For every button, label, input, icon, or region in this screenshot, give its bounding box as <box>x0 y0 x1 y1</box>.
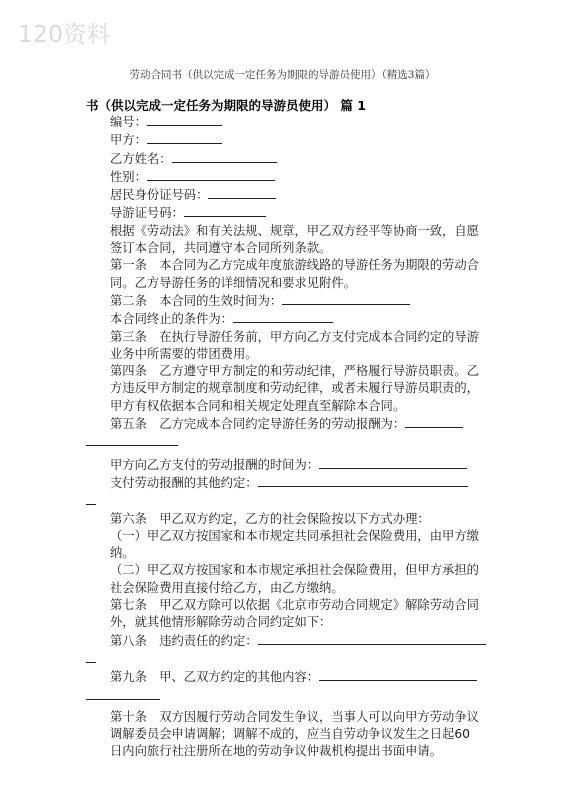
field-party-b-name: 乙方姓名： <box>86 150 482 168</box>
article-5-other-cont <box>86 492 482 510</box>
article-2-end: 本合同终止的条件为： <box>86 310 482 328</box>
article-10: 第十条 双方因履行劳动合同发生争议，当事人可以向甲方劳动争议调解委员会申请调解；调解不成的，应当自劳动争议发生之日起60日内向旅行社注册所在地的劳动争议仲裁机构提出书面申请。 <box>110 709 479 759</box>
intro-paragraph: 根据《劳动法》和有关法规、规章，甲乙双方经平等协商一致，自愿签订本合同，共同遵守本合同所列条款。 <box>110 223 479 256</box>
article-5-cont <box>86 433 482 451</box>
article-8-cont <box>86 650 482 668</box>
article-1: 第一条 本合同为乙方完成年度旅游线路的导游任务为期限的劳动合同。乙方导游任务的详细情况和要求见附件。 <box>110 258 479 290</box>
article-5-other: 支付劳动报酬的其他约定： <box>86 474 482 492</box>
field-number: 编号： <box>86 113 482 131</box>
field-gender: 性别： <box>86 168 482 186</box>
article-6: 第六条 甲乙双方约定，乙方的社会保险按以下方式办理： <box>110 511 430 526</box>
watermark: 120资料 <box>18 22 111 48</box>
field-guide-cert: 导游证号码： <box>86 204 482 222</box>
article-2: 第二条 本合同的生效时间为： <box>86 292 482 310</box>
article-6-2: （二）甲乙双方按国家和本市规定承担社会保险费用，但甲方承担的社会保险费用直接付给乙方，由乙方缴纳。 <box>110 563 479 595</box>
field-party-a: 甲方： <box>86 131 482 149</box>
article-4: 第四条 乙方遵守甲方制定的和劳动纪律，严格履行导游员职责。乙方违反甲方制定的规章制度和劳动纪律，或者未履行导游员职责的，甲方有权依据本合同和相关规定处理直至解除本合同。 <box>110 364 479 413</box>
article-9: 第九条 甲、乙双方约定的其他内容： <box>86 668 482 686</box>
article-3: 第三条 在执行导游任务前，甲方向乙方支付完成本合同约定的导游业务中所需要的带团费用。 <box>110 329 479 361</box>
article-6-1: （一）甲乙双方按国家和本市规定共同承担社会保险费用，由甲方缴纳。 <box>110 528 479 561</box>
field-id-number: 居民身份证号码： <box>86 186 482 204</box>
document-header: 劳动合同书（供以完成一定任务为期限的导游员使用）（精选3篇） <box>129 69 436 81</box>
article-9-cont <box>86 687 482 705</box>
article-5: 第五条 乙方完成本合同约定导游任务的劳动报酬为： <box>86 415 482 433</box>
article-8: 第八条 违约责任的约定： <box>86 632 482 650</box>
article-7: 第七条 甲乙双方除可以依据《北京市劳动合同规定》解除劳动合同外，就其他情形解除劳动合同约定如下： <box>110 598 479 630</box>
article-5-time: 甲方向乙方支付的劳动报酬的时间为： <box>86 456 482 474</box>
contract-body <box>86 113 482 761</box>
section-heading: 书（供以完成一定任务为期限的导游员使用） 篇 1 <box>86 98 366 113</box>
